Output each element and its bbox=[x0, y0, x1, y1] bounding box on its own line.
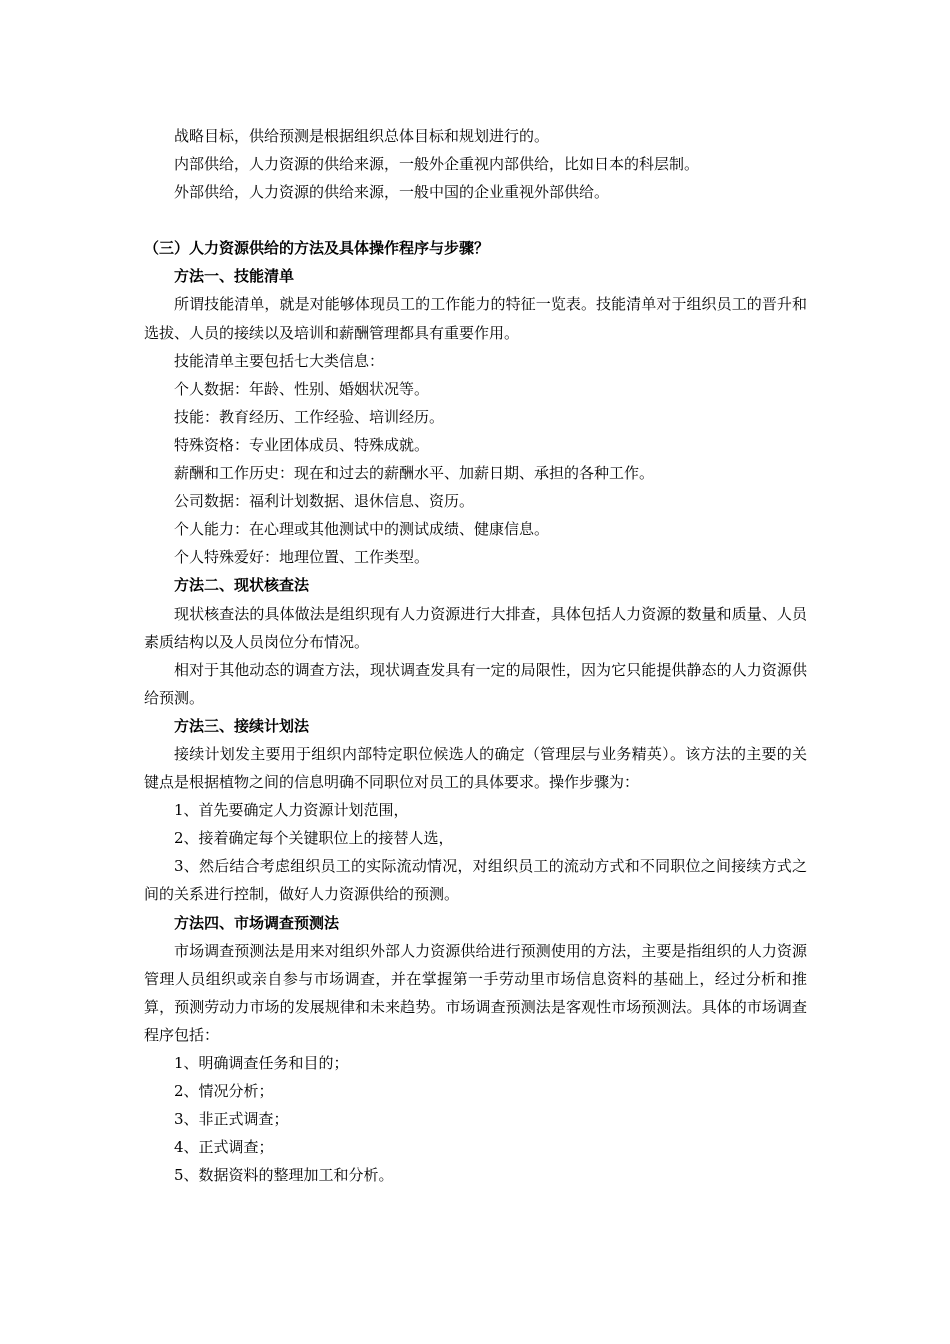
method1-list-item: 技能：教育经历、工作经验、培训经历。 bbox=[174, 407, 445, 426]
method4-heading: 方法四、市场调查预测法 bbox=[174, 913, 340, 932]
method1-paragraph: 技能清单主要包括七大类信息： bbox=[174, 351, 385, 370]
method1-list-item: 公司数据：福利计划数据、退休信息、资历。 bbox=[174, 492, 475, 511]
method4-step: 4、正式调查； bbox=[174, 1138, 274, 1157]
method3-step: 1、首先要确定人力资源计划范围， bbox=[174, 801, 409, 820]
intro-paragraph: 外部供给，人力资源的供给来源，一般中国的企业重视外部供给。 bbox=[174, 183, 610, 202]
method1-list-item: 特殊资格：专业团体成员、特殊成就。 bbox=[174, 435, 430, 454]
method1-paragraph: 所谓技能清单，就是对能够体现员工的工作能力的特征一览表。技能清单对于组织员工的晋升和选拔、人员的接续以及培训和薪酬管理都具有重要作用。 bbox=[144, 295, 807, 342]
method3-heading: 方法三、接续计划法 bbox=[174, 716, 310, 735]
method2-paragraph: 现状核查法的具体做法是组织现有人力资源进行大排查，具体包括人力资源的数量和质量、人员素质结构以及人员岗位分布情况。 bbox=[144, 604, 807, 651]
section-heading: （三）人力资源供给的方法及具体操作程序与步骤？ bbox=[144, 239, 490, 258]
method4-step: 3、非正式调查； bbox=[174, 1110, 289, 1129]
method4-step: 1、明确调查任务和目的； bbox=[174, 1054, 349, 1072]
method2-paragraph: 相对于其他动态的调查方法，现状调查发具有一定的局限性，因为它只能提供静态的人力资源供给预测。 bbox=[144, 660, 807, 707]
method1-list-item: 个人特殊爱好：地理位置、工作类型。 bbox=[174, 548, 430, 567]
method1-heading: 方法一、技能清单 bbox=[174, 267, 295, 286]
method3-paragraph: 接续计划发主要用于组织内部特定职位候选人的确定（管理层与业务精英）。该方法的主要的关键点是根据植物之间的信息明确不同职位对员工的具体要求。操作步骤为： bbox=[144, 744, 807, 792]
method1-list-item: 个人数据：年龄、性别、婚姻状况等。 bbox=[174, 379, 430, 398]
method4-step: 2、情况分析； bbox=[174, 1082, 274, 1101]
blank-line bbox=[144, 206, 807, 234]
method4-step: 5、数据资料的整理加工和分析。 bbox=[174, 1166, 394, 1185]
document-body bbox=[144, 122, 807, 1189]
method1-list-item: 薪酬和工作历史：现在和过去的薪酬水平、加薪日期、承担的各种工作。 bbox=[174, 464, 655, 483]
method1-list-item: 个人能力：在心理或其他测试中的测试成绩、健康信息。 bbox=[174, 520, 550, 539]
method3-step: 2、接着确定每个关键职位上的接替人选， bbox=[174, 829, 454, 848]
method4-paragraph: 市场调查预测法是用来对组织外部人力资源供给进行预测使用的方法，主要是指组织的人力资源管理人员组织或亲自参与市场调查，并在掌握第一手劳动里市场信息资料的基础上，经过分析和推算，预测劳动力市场的发展规律和未来趋势。市场调查预测法是客观性市场预测法。具体的市场调查程序包括： bbox=[144, 941, 807, 1044]
intro-paragraph: 战略目标，供给预测是根据组织总体目标和规划进行的。 bbox=[174, 127, 550, 145]
intro-paragraph: 内部供给，人力资源的供给来源，一般外企重视内部供给，比如日本的科层制。 bbox=[174, 155, 700, 174]
method3-step: 3、然后结合考虑组织员工的实际流动情况，对组织员工的流动方式和不同职位之间接续方式之间的关系进行控制，做好人力资源供给的预测。 bbox=[144, 857, 807, 904]
method2-heading: 方法二、现状核查法 bbox=[174, 576, 310, 595]
